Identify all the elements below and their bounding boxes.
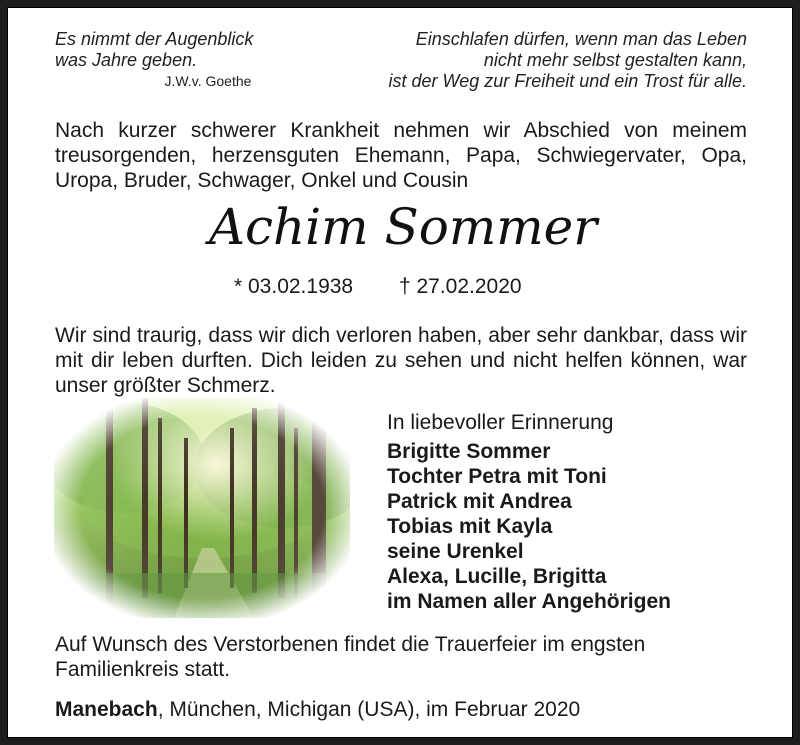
family-member: Patrick mit Andrea [387,490,572,513]
family-member: Alexa, Lucille, Brigitta [387,565,607,588]
family-member: seine Urenkel [387,540,524,563]
forest-illustration [54,398,350,618]
mourning-paragraph: Wir sind traurig, dass wir dich verloren haben, aber sehr dankbar, dass wir mit dir leben durften. Dich leiden zu sehen und nicht helfen können, war unser größter Schmerz. [55,324,747,397]
obituary-notice [7,7,793,738]
family-intro: In liebevoller Erinnerung [387,411,614,434]
family-member: Brigitte Sommer [387,440,551,463]
forest-image [54,398,350,618]
death-date: † 27.02.2020 [398,275,522,298]
family-member: im Namen aller Angehörigen [387,590,671,613]
birth-date: * 03.02.1938 [234,275,354,298]
quote-line: nicht mehr selbst gestalten kann, [483,50,747,70]
quote-line: ist der Weg zur Freiheit und ein Trost für alle. [388,71,747,91]
funeral-paragraph: Auf Wunsch des Verstorbenen findet die Trauerfeier im engsten Familienkreis statt. [55,633,646,681]
life-dates [234,274,522,300]
family-list [387,410,671,614]
quote-line: was Jahre geben. [55,50,198,70]
right-quote [328,29,747,92]
family-member: Tobias mit Kayla [387,515,553,538]
quote-line: Es nimmt der Augenblick [55,29,254,49]
closing-rest: , München, Michigan (USA), im Februar 2020 [157,698,581,721]
closing-place: Manebach [55,698,158,721]
family-member: Tochter Petra mit Toni [387,465,607,488]
closing-line [55,697,580,723]
goethe-quote [55,29,253,91]
quote-author: J.W.v. Goethe [164,73,252,89]
intro-paragraph: Nach kurzer schwerer Krankheit nehmen wir Abschied von meinem treusorgenden, herzensguten Ehemann, Papa, Schwiegervater, Opa, Uropa, Bruder, Schwager, Onkel und Cousin [55,119,747,192]
deceased-name: Achim Sommer [208,198,598,256]
quote-line: Einschlafen dürfen, wenn man das Leben [415,29,747,49]
